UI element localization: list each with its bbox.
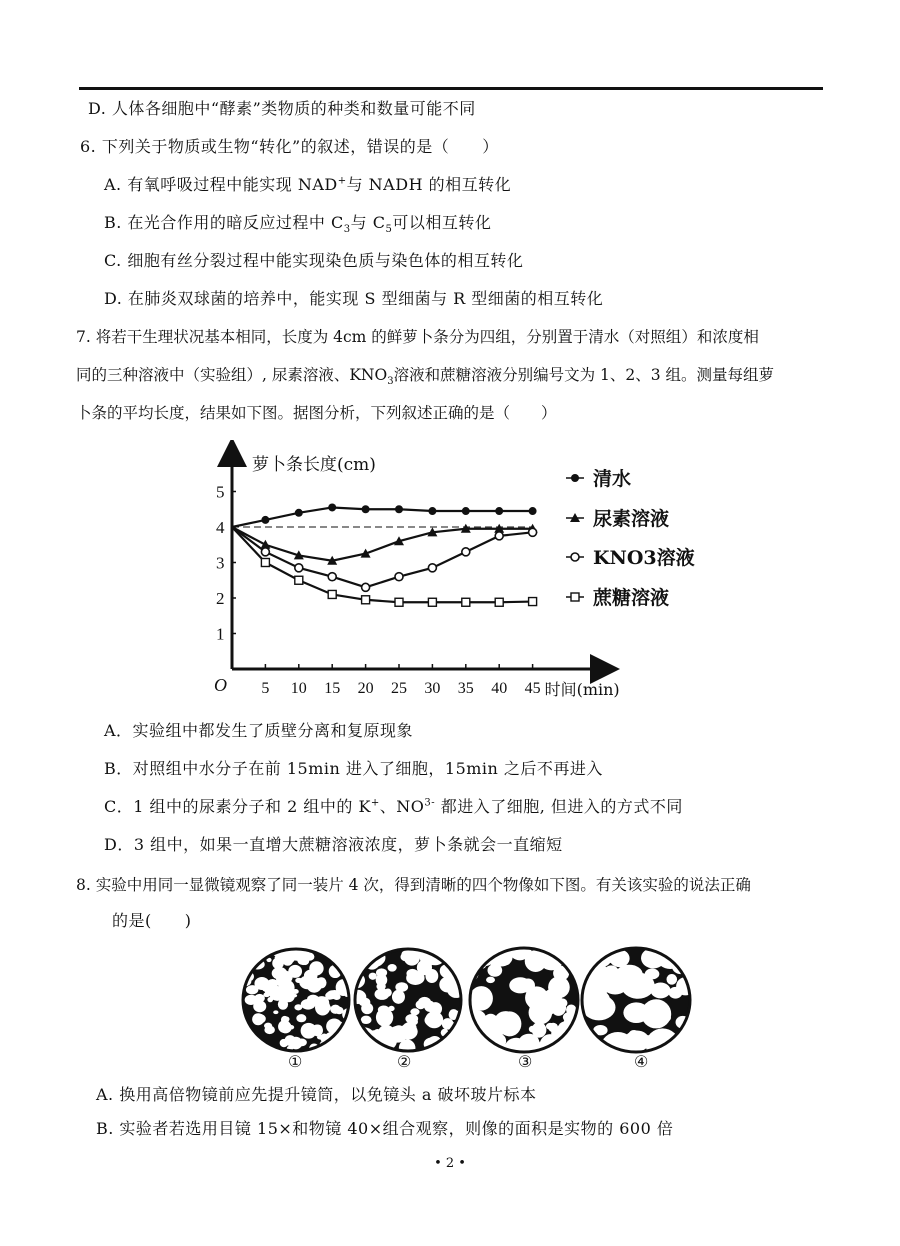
image-label-1: ①: [288, 1052, 303, 1071]
radish-length-chart: [200, 440, 700, 705]
y-tick-label: 2: [216, 589, 225, 608]
legend-label: 清水: [593, 468, 632, 490]
data-point: [362, 583, 370, 591]
data-point: [529, 598, 537, 606]
q6-option-b: [104, 212, 491, 234]
y-tick-label: 3: [216, 553, 225, 573]
data-point: [395, 505, 403, 513]
legend-item: [566, 586, 669, 609]
text: 同的三种溶液中（实验组）, 尿素溶液、KNO: [76, 366, 388, 384]
subscript: 3: [387, 376, 394, 388]
data-point: [328, 590, 336, 598]
image-label-4: ④: [634, 1052, 649, 1071]
q8-option-a: A. 换用高倍物镜前应先提升镜筒，以免镜头 a 破坏玻片标本: [96, 1085, 537, 1104]
superscript: +: [370, 797, 380, 809]
x-tick-label: 35: [457, 680, 474, 697]
data-point: [462, 548, 470, 556]
x-axis-label: 时间(min): [544, 680, 620, 699]
data-point: [295, 576, 303, 584]
page-number: • 2 •: [434, 1156, 466, 1171]
legend-label: 蔗糖溶液: [593, 587, 670, 609]
q7-stem-line1: 7. 将若干生理状况基本相同，长度为 4cm 的鲜萝卜条分为四组，分别置于清水（对照组）和浓度相: [76, 328, 759, 346]
series-line: [232, 527, 533, 602]
superscript: +: [337, 175, 347, 187]
data-point: [261, 548, 269, 556]
data-point: [328, 573, 336, 581]
data-point: [395, 598, 403, 606]
image-label-3: ③: [518, 1052, 533, 1071]
q6-option-c: C. 细胞有丝分裂过程中能实现染色质与染色体的相互转化: [104, 251, 524, 270]
text: 与 NADH 的相互转化: [346, 175, 512, 194]
data-point: [462, 507, 470, 515]
microscope-images: [240, 938, 700, 1070]
data-point: [261, 516, 269, 524]
y-tick-label: 4: [216, 518, 225, 537]
text: 、NO: [379, 797, 425, 816]
subscript: 5: [385, 224, 393, 236]
q6-option-d: D. 在肺炎双球菌的培养中，能实现 S 型细菌与 R 型细菌的相互转化: [104, 289, 604, 308]
legend-marker: [571, 553, 579, 561]
text: C．1 组中的尿素分子和 2 组中的 K: [104, 797, 371, 816]
y-axis-label: 萝卜条长度(cm): [252, 455, 376, 475]
data-point: [428, 507, 436, 515]
image-label-2: ②: [397, 1052, 412, 1071]
data-point: [529, 507, 537, 515]
x-tick-label: 5: [261, 680, 270, 697]
series-0: [232, 503, 537, 527]
data-point: [428, 598, 436, 606]
legend-item: [566, 507, 669, 530]
q7-option-d: D．3 组中，如果一直增大蔗糖溶液浓度，萝卜条就会一直缩短: [104, 835, 563, 854]
legend-label: KNO3溶液: [593, 547, 695, 569]
microscope-field-2: [345, 941, 469, 1056]
data-point: [328, 503, 336, 511]
data-point: [495, 507, 503, 515]
q8-stem-line2: 的是( ): [112, 911, 192, 930]
q8-option-b: B. 实验者若选用目镜 15×和物镜 40×组合观察，则像的面积是实物的 600 倍: [96, 1119, 674, 1138]
text: 可以相互转化: [392, 213, 492, 232]
q8-stem-line1: 8. 实验中用同一显微镜观察了同一装片 4 次，得到清晰的四个物像如下图。有关该实验的说法正确: [76, 876, 751, 894]
x-tick-label: 25: [391, 680, 407, 697]
q7-option-b: B．对照组中水分子在前 15min 进入了细胞，15min 之后不再进入: [104, 759, 603, 778]
superscript: 3-: [424, 797, 436, 809]
data-point: [261, 559, 269, 567]
text: 都进入了细胞, 但进入的方式不同: [435, 797, 683, 816]
data-point: [495, 532, 503, 540]
text: B. 在光合作用的暗反应过程中 C: [104, 213, 344, 232]
q6-option-a: [104, 174, 511, 196]
x-tick-label: 30: [424, 680, 441, 697]
microscope-field-1: [240, 943, 354, 1055]
text: 溶液和蔗糖溶液分别编号文为 1、2、3 组。测量每组萝: [393, 366, 775, 384]
microscope-field-3: [461, 938, 579, 1060]
data-point: [362, 505, 370, 513]
legend-marker: [571, 593, 579, 601]
data-point: [428, 564, 436, 572]
legend-label: 尿素溶液: [593, 508, 670, 530]
x-tick-label: 45: [524, 680, 541, 697]
series-2: [232, 527, 537, 591]
q7-stem-line2: [76, 364, 774, 386]
q7-option-c: [104, 796, 683, 818]
data-point: [295, 509, 303, 517]
x-tick-label: 40: [491, 680, 508, 697]
y-tick-label: 5: [216, 482, 225, 502]
x-tick-label: 20: [357, 680, 374, 697]
data-point: [295, 564, 303, 572]
legend-marker: [571, 474, 579, 482]
microscope-field-4: [566, 938, 695, 1061]
header-rule: [79, 87, 823, 90]
series-line: [232, 507, 533, 527]
data-point: [395, 573, 403, 581]
q6-stem: 6. 下列关于物质或生物“转化”的叙述，错误的是（ ）: [80, 137, 499, 156]
data-point: [495, 598, 503, 606]
origin-label: O: [214, 675, 227, 695]
x-tick-label: 15: [324, 680, 341, 697]
text: A. 有氧呼吸过程中能实现 NAD: [104, 175, 338, 194]
q5-option-d: D. 人体各细胞中“酵素”类物质的种类和数量可能不同: [88, 99, 476, 118]
legend-item: [566, 467, 631, 490]
series-line: [232, 527, 533, 561]
y-tick-label: 1: [216, 624, 225, 644]
text: 与 C: [350, 213, 386, 232]
data-point: [529, 528, 537, 536]
q7-option-a: A．实验组中都发生了质壁分离和复原现象: [104, 721, 414, 740]
subscript: 3: [343, 224, 351, 236]
data-point: [462, 598, 470, 606]
x-tick-label: 10: [290, 680, 307, 697]
series-line: [232, 527, 533, 587]
legend-item: [566, 546, 695, 569]
q7-stem-line3: 卜条的平均长度，结果如下图。据图分析，下列叙述正确的是（ ）: [76, 404, 557, 422]
data-point: [362, 596, 370, 604]
